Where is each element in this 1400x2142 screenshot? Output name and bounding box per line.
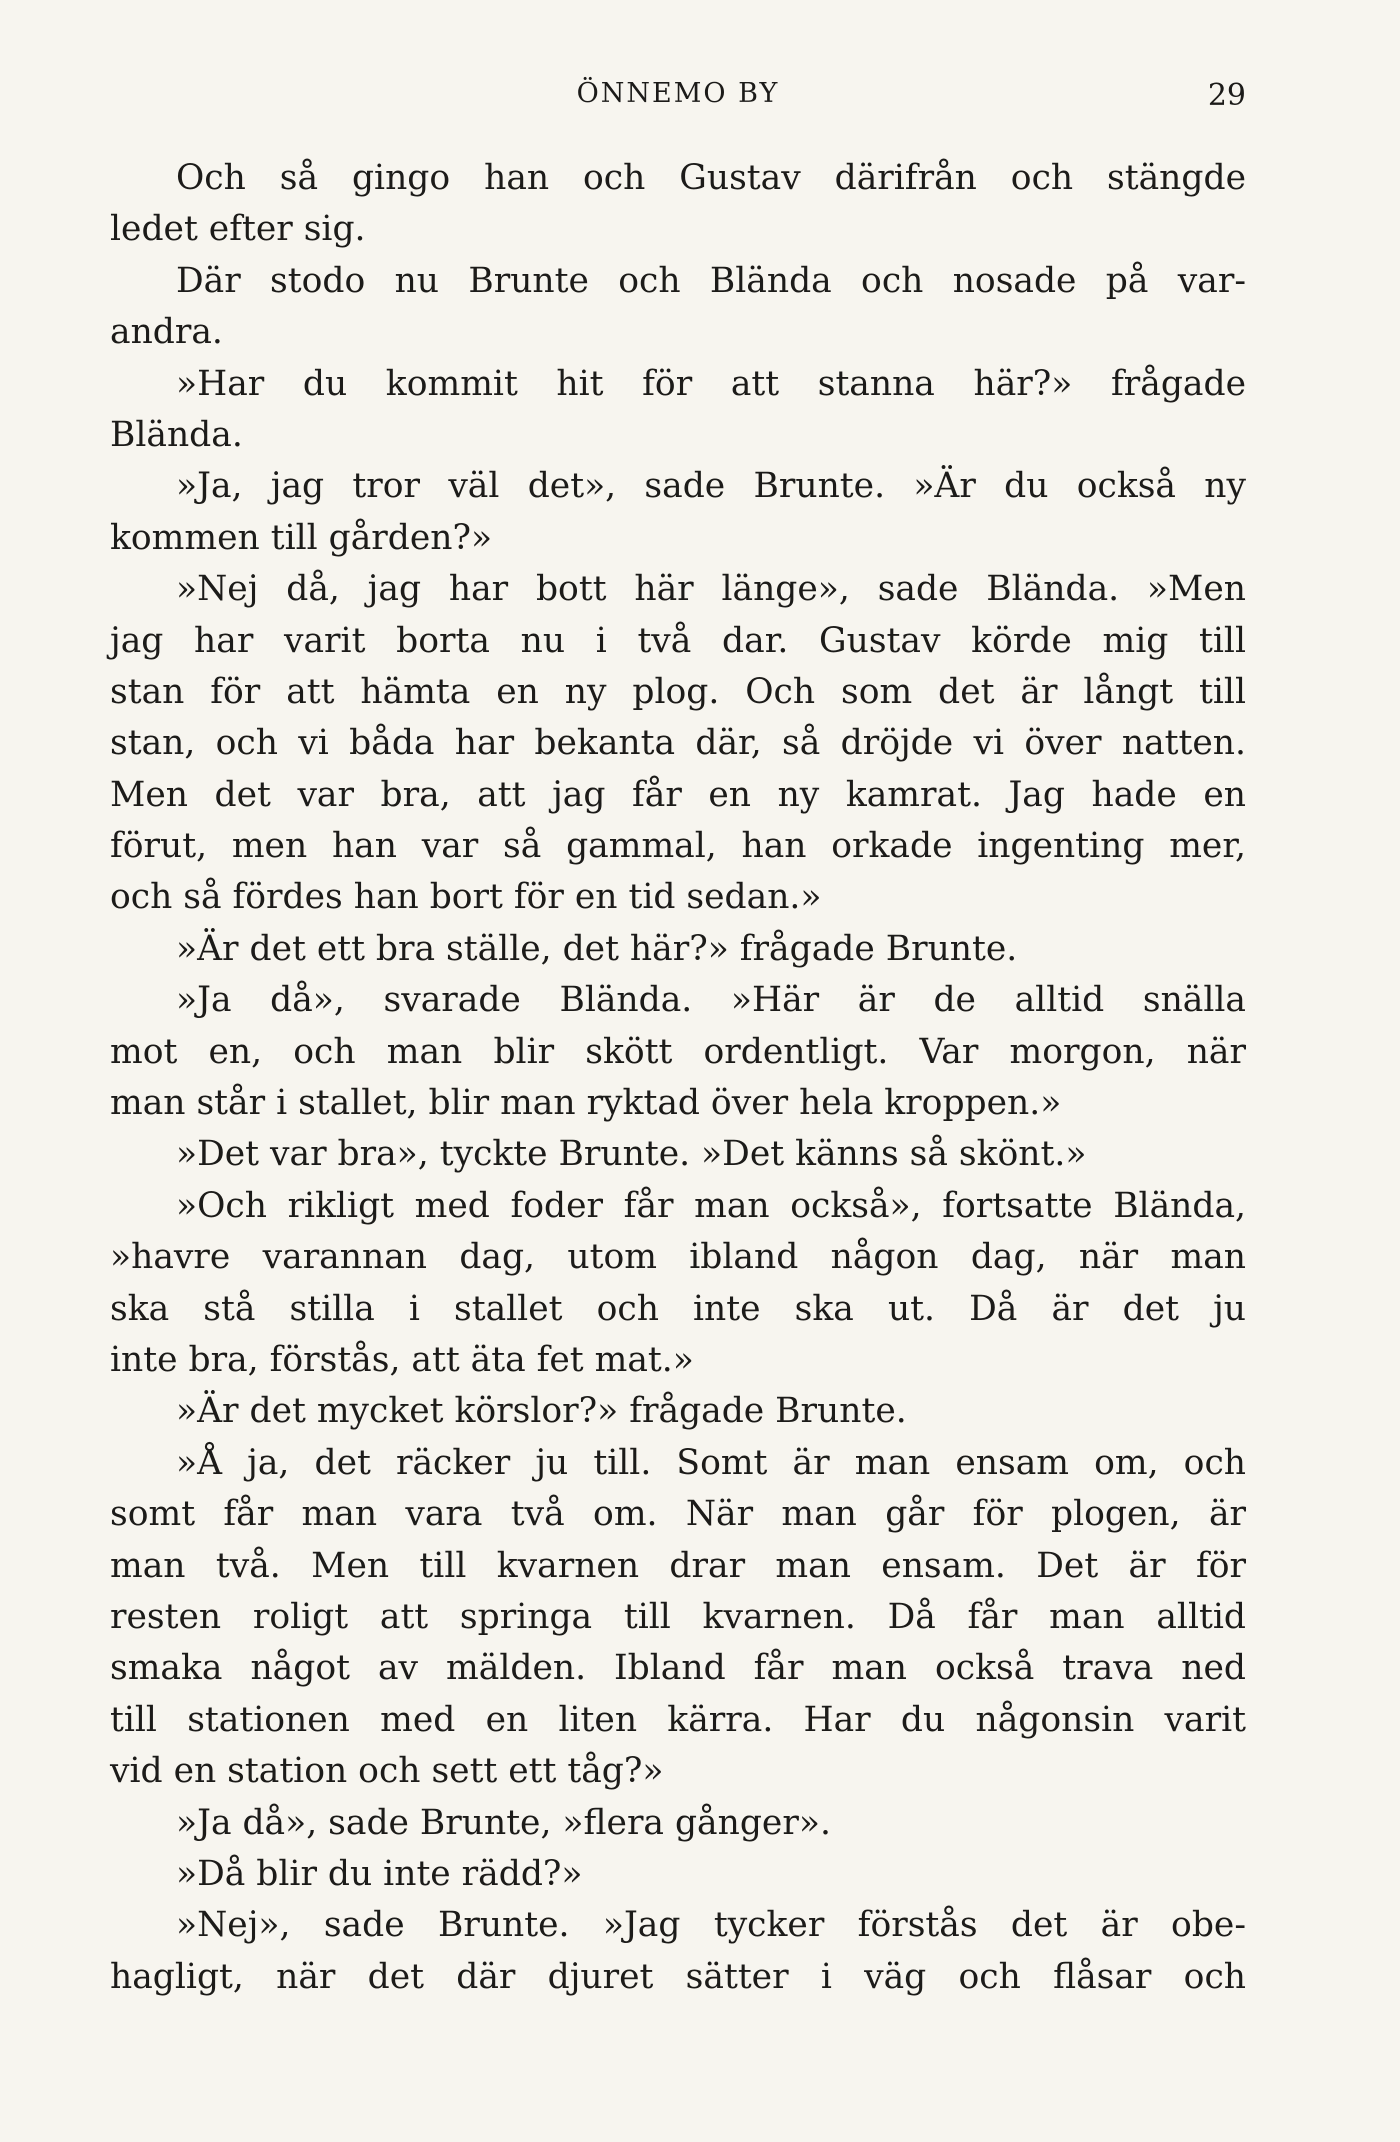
text-line: smaka något av mälden. Ibland får man också trava ned (110, 1648, 1246, 1689)
text-line: hagligt, när det där djuret sätter i väg och flåsar och (110, 1956, 1246, 1997)
text-line: förut, men han var så gammal, han orkade ingenting mer, (110, 826, 1246, 867)
text-line: vid en station och sett ett tåg?» (110, 1751, 664, 1792)
page-number: 29 (1207, 78, 1246, 113)
text-line: »havre varannan dag, utom ibland någon dag, när man (110, 1237, 1246, 1278)
text-line: Men det var bra, att jag får en ny kamrat. Jag hade en (110, 774, 1246, 815)
text-line: man står i stallet, blir man ryktad över hela kroppen.» (110, 1083, 1062, 1124)
text-line: andra. (110, 312, 223, 353)
text-line: kommen till gården?» (110, 517, 493, 558)
text-line: ledet efter sig. (110, 209, 366, 250)
text-line: »Ja då», svarade Blända. »Här är de alltid snälla (176, 980, 1246, 1021)
text-line: »Är det mycket körslor?» frågade Brunte. (176, 1391, 907, 1432)
text-line: och så fördes han bort för en tid sedan.» (110, 877, 822, 918)
text-line: Och så gingo han och Gustav därifrån och stängde (176, 158, 1246, 198)
text-line: »Ja då», sade Brunte, »flera gånger». (176, 1802, 831, 1843)
text-line: inte bra, förstås, att äta fet mat.» (110, 1339, 694, 1380)
text-line: resten roligt att springa till kvarnen. Då får man alltid (110, 1596, 1246, 1637)
body-text (110, 153, 1246, 2003)
text-line: »Då blir du inte rädd?» (176, 1853, 583, 1894)
text-line: »Ja, jag tror väl det», sade Brunte. »Är du också ny (176, 466, 1246, 507)
text-line: somt får man vara två om. När man går för plogen, är (110, 1494, 1246, 1535)
text-line: »Och rikligt med foder får man också», fortsatte Blända, (176, 1185, 1246, 1226)
text-line: Där stodo nu Brunte och Blända och nosade på var- (176, 260, 1246, 301)
text-line: »Nej då, jag har bott här länge», sade Blända. »Men (176, 569, 1246, 610)
text-line: Blända. (110, 414, 243, 455)
text-line: mot en, och man blir skött ordentligt. Var morgon, när (110, 1031, 1246, 1072)
text-line: »Är det ett bra ställe, det här?» frågade Brunte. (176, 928, 1018, 969)
text-line: »Nej», sade Brunte. »Jag tycker förstås det är obe- (176, 1905, 1246, 1946)
text-line: »Har du kommit hit för att stanna här?» frågade (176, 363, 1246, 404)
text-line: ska stå stilla i stallet och inte ska ut. Då är det ju (110, 1288, 1246, 1329)
running-title: ÖNNEMO BY (576, 78, 780, 109)
text-line: stan för att hämta en ny plog. Och som det är långt till (110, 671, 1246, 712)
text-line: till stationen med en liten kärra. Har du någonsin varit (110, 1699, 1246, 1740)
text-line: stan, och vi båda har bekanta där, så dröjde vi över natten. (110, 723, 1246, 764)
text-line: jag har varit borta nu i två dar. Gustav körde mig till (110, 620, 1246, 661)
text-line: »Å ja, det räcker ju till. Somt är man ensam om, och (176, 1442, 1246, 1483)
text-line: man två. Men till kvarnen drar man ensam. Det är för (110, 1545, 1246, 1586)
running-head (110, 78, 1246, 118)
text-line: »Det var bra», tyckte Brunte. »Det känns så skönt.» (176, 1134, 1087, 1175)
